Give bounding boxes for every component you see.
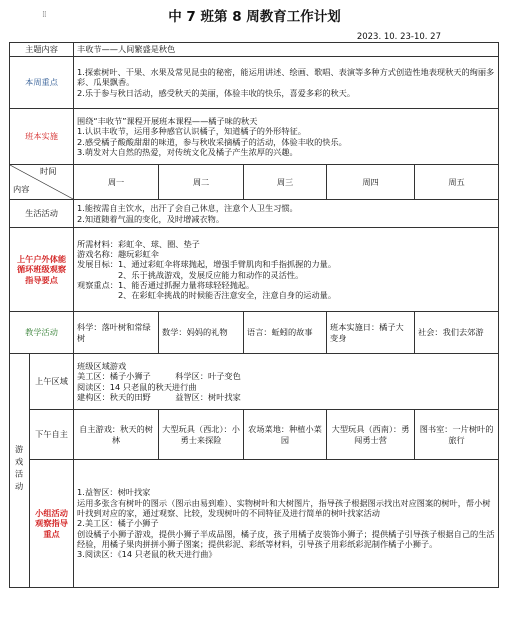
morning-area-label: 上午区域 [30,354,74,410]
teaching-wednesday: 语言：蚯蚓的故事 [244,312,327,354]
outdoor-line: 所需材料：彩虹伞、球、圈、垫子 [77,238,200,249]
teaching-friday: 社会：我们去郊游 [415,312,499,354]
teaching-label: 教学活动 [10,312,74,354]
outdoor-line: 游戏名称：趣玩彩虹伞 [77,248,159,259]
class-practice-content [74,109,499,165]
teaching-tuesday: 数学：妈妈的礼物 [159,312,244,354]
outdoor-line: 发展目标：1、通过彩虹伞将球抛起，增强手臂肌肉和手指抓握的力量。 [77,259,337,270]
weekly-focus-line: 1.探索树叶、干果、水果及常见昆虫的秘密，能运用讲述、绘画、歌唱、表演等多种方式创造性地表现秋天的绚丽多彩、瓜果飘香。 [77,67,495,88]
theme-content: 丰收节——人间繁盛是秋色 [74,43,499,57]
afternoon-thursday: 大型玩具（西南）：勇闯勇士营 [327,410,415,460]
group-guide-line: 运用多张含有树叶的图示（图示由易到难）、实物树叶和大树图片，指导孩子根据图示找出对应图案的树叶，帮小树叶找到对应的家，通过观察、比较，发现树叶的不同特征及进行简单的树叶找家活动 [77,497,491,518]
group-guide-line: 3.阅读区：《14 只老鼠的秋天进行曲》 [77,549,217,560]
life-line: 1.能按需自主饮水，出汗了会自己休息，注意个人卫生习惯。 [77,203,298,214]
outdoor-label: 上午户外体能循环班级观察指导要点 [10,228,74,312]
outdoor-content [74,228,499,312]
date-range: 2023. 10. 23-10. 27 [356,32,441,42]
life-line: 2.知道随着气温的变化，及时增减衣物。 [77,213,225,224]
morning-area-line: 建构区：秋天的田野 益智区：树叶找家 [77,391,241,402]
afternoon-tuesday: 大型玩具（西北）：小勇士来探险 [159,410,244,460]
morning-area-content [74,354,499,410]
day-friday: 周五 [415,165,499,200]
afternoon-wednesday: 农场菜地：种植小菜园 [244,410,327,460]
morning-area-line: 班级区域游戏 [77,360,127,371]
game-label: 游戏活动 [10,354,30,588]
group-guide-label: 小组活动观察指导重点 [30,460,74,588]
weekly-focus-label: 本周重点 [10,57,74,109]
class-practice-line: 1.认识丰收节，运用多种感官认识橘子，知道橘子的外形特征。 [77,126,306,137]
teaching-thursday: 班本实施日：橘子大变身 [327,312,415,354]
afternoon-monday: 自主游戏：秋天的树林 [74,410,159,460]
group-guide-line: 2.美工区：橘子小狮子 [77,518,159,529]
morning-area-line: 阅读区：14 只老鼠的秋天进行曲 [77,381,197,392]
afternoon-friday: 图书室：一片树叶的旅行 [415,410,499,460]
class-practice-label: 班本实施 [10,109,74,165]
page-title: 中 7 班第 8 周教育工作计划 [168,9,341,25]
drag-handle-icon[interactable]: ⁞⁞ [42,10,46,20]
outdoor-line: 观察重点：1、能否通过抓握力量将球轻轻抛起。 [77,279,255,290]
day-thursday: 周四 [327,165,415,200]
class-practice-line: 围绕“丰收节”课程开展班本课程——橘子味的秋天 [77,115,258,126]
group-guide-content [74,460,499,588]
day-wednesday: 周三 [244,165,327,200]
class-practice-line: 2.感受橘子酸酸甜甜的味道，参与秋收采摘橘子的活动，体验丰收的快乐。 [77,136,347,147]
time-content-header [10,165,74,200]
teaching-monday: 科学：落叶树和常绿树 [74,312,159,354]
group-guide-line: 创设橘子小狮子游戏，提供小狮子半成品图，橘子皮，孩子用橘子皮装饰小狮子；提供橘子引导孩子根据自己的生活经验，用橘子果肉拼拼小狮子图案；提供彩泥、彩纸等材料，引导孩子用彩纸彩泥制作橘子小狮子。 [77,528,495,549]
life-content [74,200,499,228]
day-monday: 周一 [74,165,159,200]
time-label: 时间 [40,166,57,176]
weekly-focus-line: 2.乐于参与秋日活动，感受秋天的美丽，体验丰收的快乐，喜爱多彩的秋天。 [77,87,356,98]
group-guide-line: 1.益智区：树叶找家 [77,487,151,498]
content-label: 内容 [13,184,30,194]
theme-label: 主题内容 [10,43,74,57]
class-practice-line: 3.萌发对大自然的热爱，对传统文化及橘子产生浓厚的兴趣。 [77,146,298,157]
morning-area-line: 美工区：橘子小狮子 科学区：叶子变色 [77,371,241,382]
afternoon-label: 下午自主 [30,410,74,460]
outdoor-line: 2、在彩虹伞挑战的时候能否注意安全，注意自身的运动量。 [77,290,337,301]
outdoor-line: 2、乐于挑战游戏，发展反应能力和动作的灵活性。 [77,269,304,280]
weekly-focus-content [74,57,499,109]
plan-table [9,42,499,588]
life-label: 生活活动 [10,200,74,228]
day-tuesday: 周二 [159,165,244,200]
